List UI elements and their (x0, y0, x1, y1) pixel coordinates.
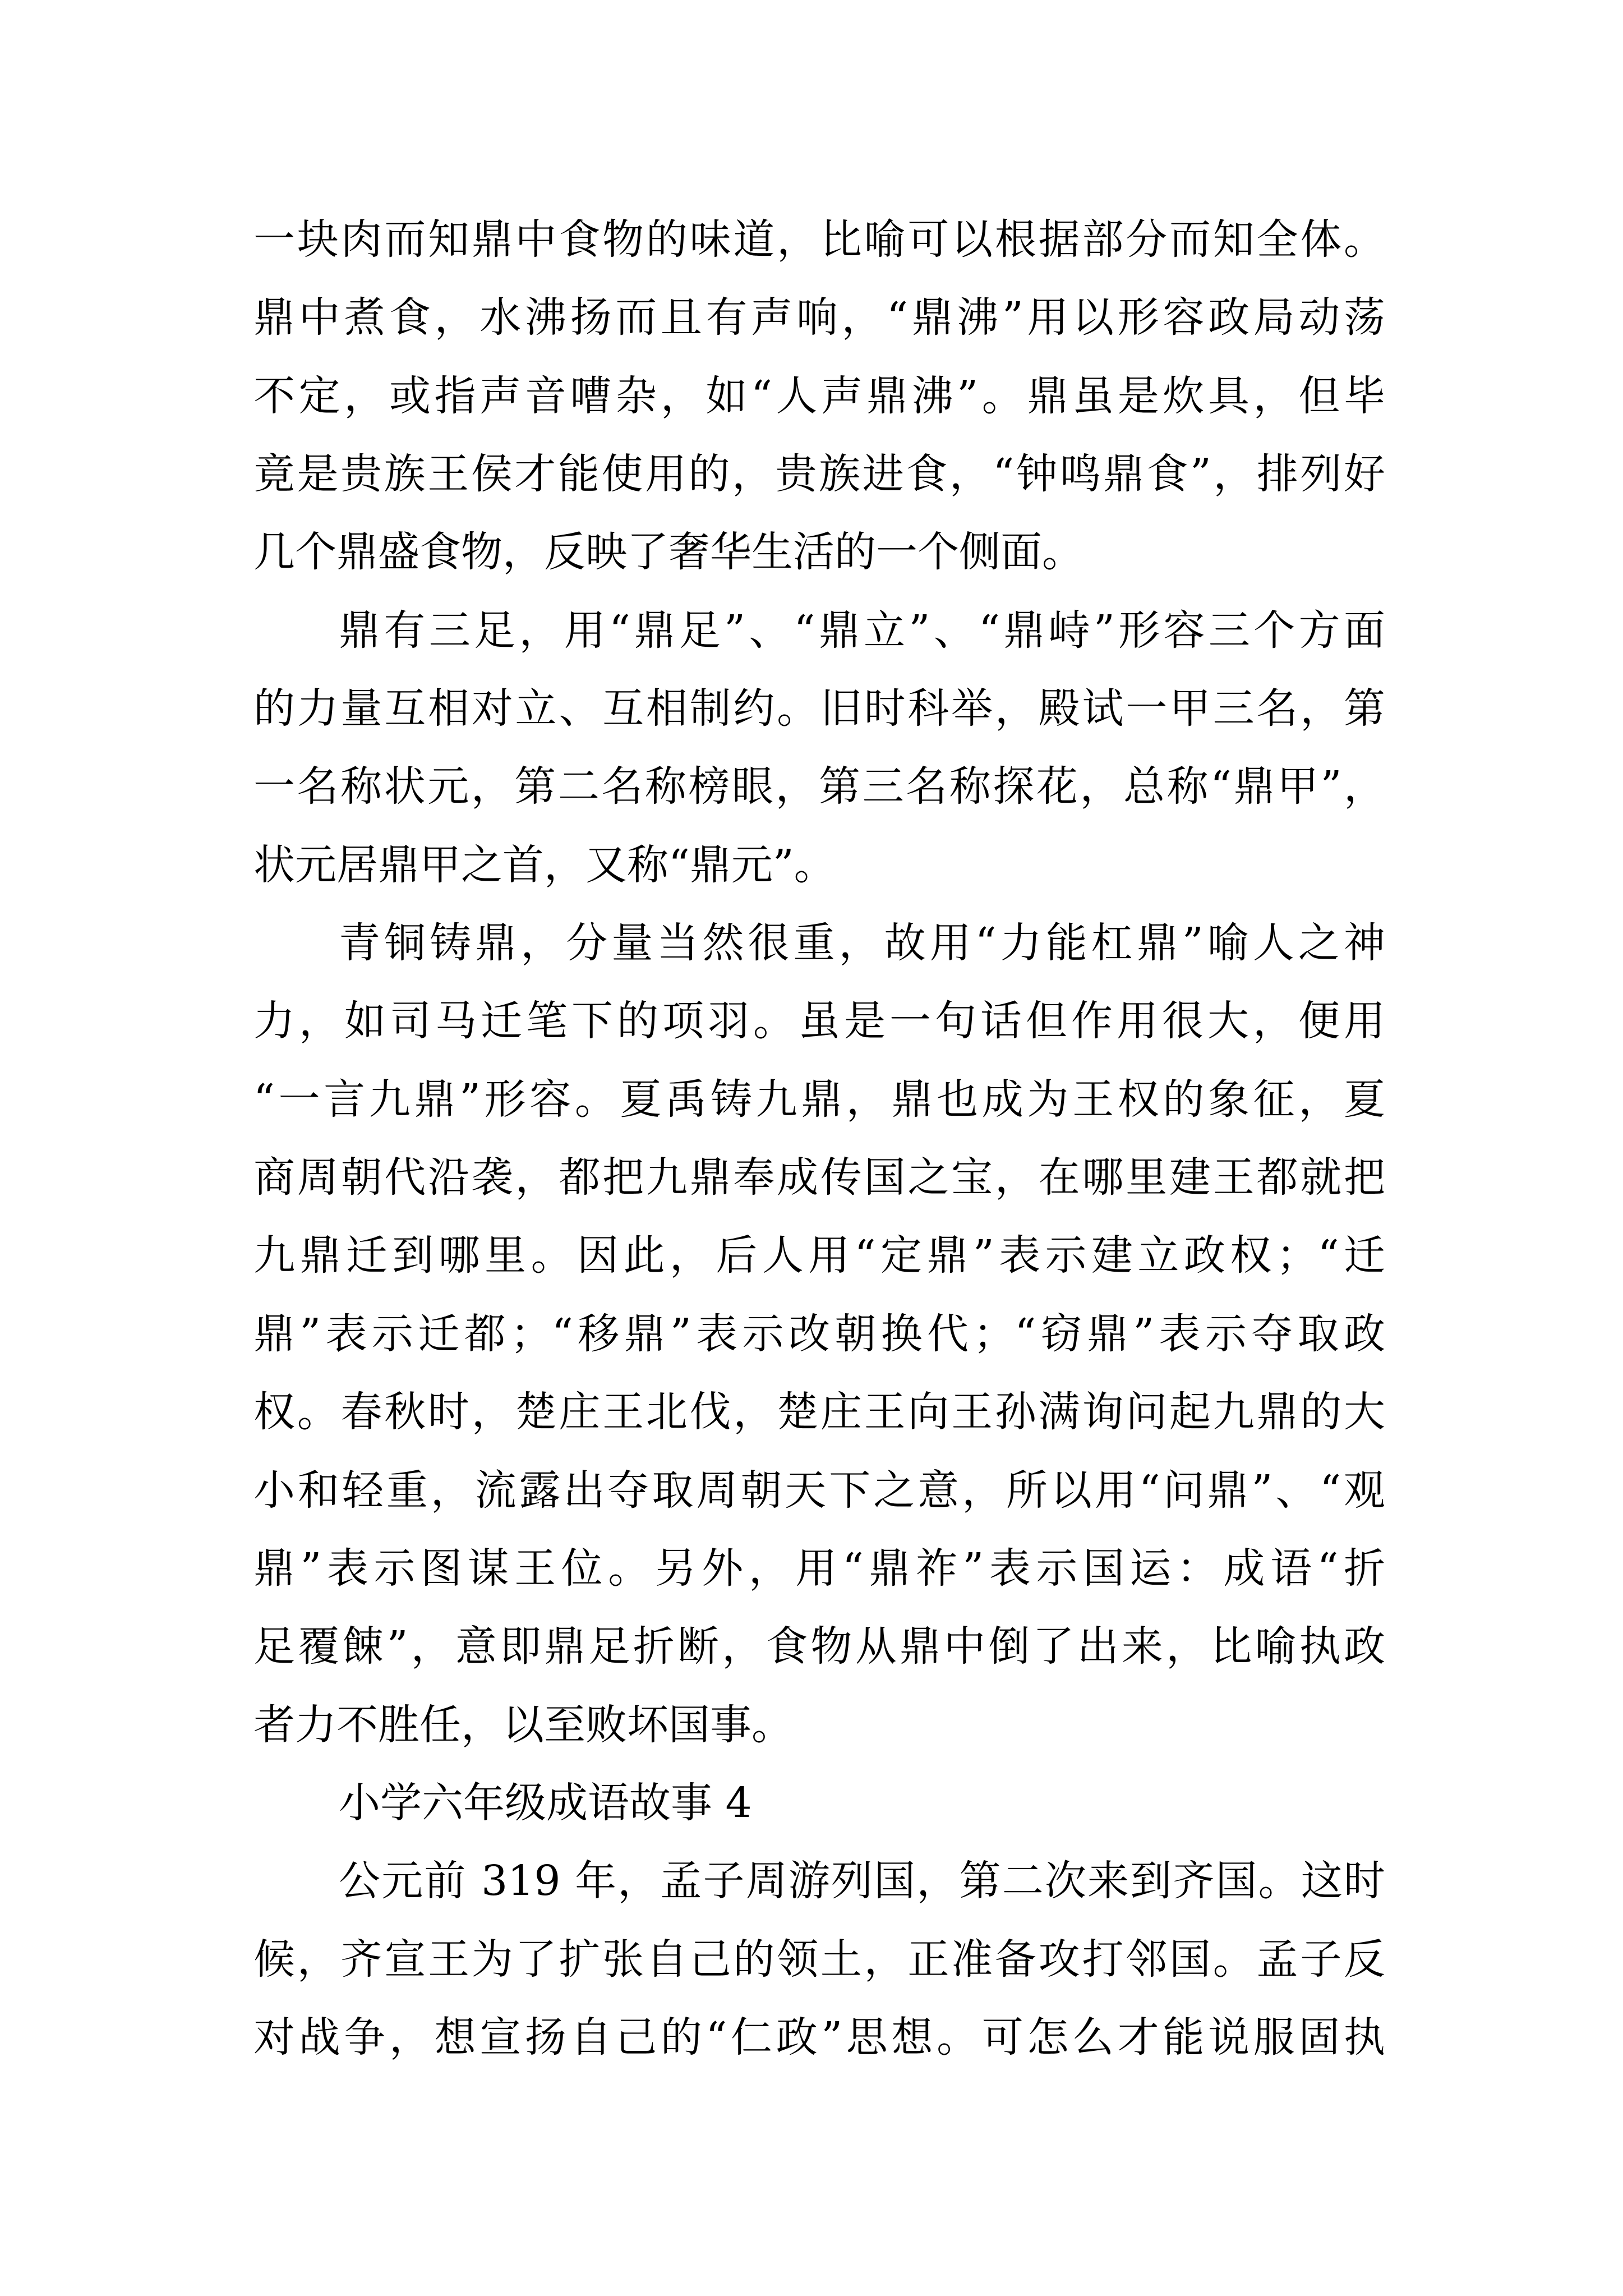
text-line: 权。春秋时，楚庄王北伐，楚庄王向王孙满询问起九鼎的大 (253, 1388, 1385, 1437)
paragraph (253, 1842, 1385, 2077)
text-line: 的力量互相对立、互相制约。旧时科举，殿试一甲三名，第 (253, 684, 1385, 733)
text-line: 对战争，想宣扬自己的“仁政”思想。可怎么才能说服固执 (253, 2013, 1385, 2062)
text-line: 鼎中煮食，水沸扬而且有声响，“鼎沸”用以形容政局动荡 (253, 293, 1385, 342)
text-line: 一名称状元，第二名称榜眼，第三名称探花，总称“鼎甲”， (253, 762, 1385, 811)
text-line: 足覆餗”，意即鼎足折断，食物从鼎中倒了出来，比喻执政 (253, 1622, 1385, 1671)
text-line: 状元居鼎甲之首，又称“鼎元”。 (253, 840, 836, 889)
text-line: 青铜铸鼎，分量当然很重，故用“力能杠鼎”喻人之神 (339, 919, 1385, 968)
text-line: 鼎”表示图谋王位。另外，用“鼎祚”表示国运：成语“折 (253, 1544, 1385, 1593)
paragraph (253, 592, 1385, 904)
text-line: 候，齐宣王为了扩张自己的领土，正准备攻打邻国。孟子反 (253, 1935, 1385, 1984)
text-line: 一块肉而知鼎中食物的味道，比喻可以根据部分而知全体。 (253, 215, 1385, 264)
section-heading: 小学六年级成语故事 4 (339, 1778, 752, 1827)
paragraph (253, 201, 1385, 592)
text-line: 竟是贵族王侯才能使用的，贵族进食，“钟鸣鼎食”，排列好 (253, 450, 1385, 499)
text-line: 小和轻重，流露出夺取周朝天下之意，所以用“问鼎”、“观 (253, 1466, 1385, 1515)
text-line: 公元前 319 年，孟子周游列国，第二次来到齐国。这时 (339, 1857, 1385, 1906)
text-line: 九鼎迁到哪里。因此，后人用“定鼎”表示建立政权；“迁 (253, 1231, 1385, 1280)
text-line: 者力不胜任，以至败坏国事。 (253, 1700, 793, 1749)
text-line: 几个鼎盛食物，反映了奢华生活的一个侧面。 (253, 528, 1083, 577)
text-line: 力，如司马迁笔下的项羽。虽是一句话但作用很大，便用 (253, 997, 1385, 1046)
paragraph (253, 904, 1385, 1764)
text-line: “一言九鼎”形容。夏禹铸九鼎，鼎也成为王权的象征，夏 (253, 1075, 1385, 1124)
text-line: 鼎有三足，用“鼎足”、“鼎立”、“鼎峙”形容三个方面 (339, 606, 1385, 655)
document-body (253, 201, 1385, 2077)
text-line: 不定，或指声音嘈杂，如“人声鼎沸”。鼎虽是炊具，但毕 (253, 371, 1385, 420)
text-line: 商周朝代沿袭，都把九鼎奉成传国之宝，在哪里建王都就把 (253, 1153, 1385, 1202)
text-line: 鼎”表示迁都；“移鼎”表示改朝换代；“窃鼎”表示夺取政 (253, 1309, 1385, 1358)
